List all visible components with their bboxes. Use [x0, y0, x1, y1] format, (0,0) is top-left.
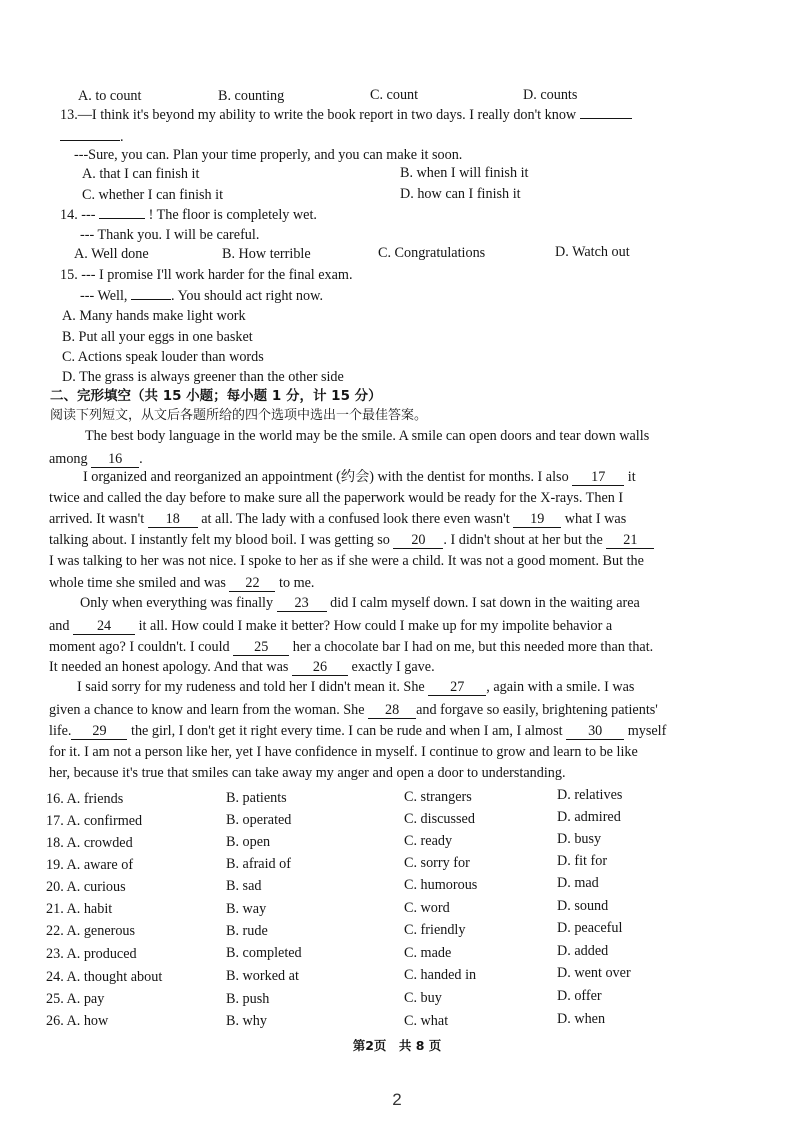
q15-blank — [131, 299, 171, 300]
passage-text: her a chocolate bar I had on me, but this needed more than that. — [292, 639, 654, 655]
passage-text: given a chance to know and learn from the woman. She — [49, 702, 365, 718]
page-footer: 第2页 共 8 页 — [352, 1038, 442, 1053]
choice-26-a: 26. A. how — [46, 1013, 109, 1029]
choice-25-a: 25. A. pay — [46, 991, 105, 1007]
passage-text: . — [139, 451, 143, 467]
choice-18-a: 18. A. crowded — [46, 835, 133, 851]
choice-17-b: B. operated — [226, 812, 292, 828]
passage-line — [83, 468, 763, 486]
q14-reply: --- Thank you. I will be careful. — [80, 227, 260, 243]
choice-18-c: C. ready — [404, 833, 453, 849]
cloze-blank-20: 20 — [393, 533, 443, 549]
choice-20-b: B. sad — [226, 878, 262, 894]
passage-text: , again with a smile. I was — [486, 679, 635, 695]
choice-24-d: D. went over — [557, 965, 631, 981]
choice-24-c: C. handed in — [404, 967, 477, 983]
passage-line — [49, 722, 729, 740]
choice-20-c: C. humorous — [404, 877, 478, 893]
q13-stem — [60, 106, 632, 124]
passage-text: whole time she smiled and was — [49, 575, 226, 591]
choice-25-b: B. push — [226, 991, 270, 1007]
passage-line — [49, 531, 729, 549]
section-title: 二、完形填空（共 15 小题；每小题 1 分，计 15 分） — [50, 388, 382, 404]
passage-text: it — [627, 469, 636, 485]
q13-end: . — [120, 129, 124, 145]
passage-text: exactly I gave. — [351, 659, 435, 675]
passage-line — [49, 617, 729, 635]
choice-19-c: C. sorry for — [404, 855, 470, 871]
q14-number: 14. --- — [60, 207, 96, 223]
passage-text: and — [49, 618, 70, 634]
passage-line — [49, 638, 729, 656]
passage-text: what I was — [564, 511, 627, 527]
q15-option-c: C. Actions speak louder than words — [62, 349, 264, 365]
section-instruction: 阅读下列短文，从文后各题所给的四个选项中选出一个最佳答案。 — [50, 408, 428, 423]
q13-option-c: C. whether I can finish it — [82, 187, 224, 203]
q15-reply-start: --- Well, — [80, 288, 128, 304]
choice-19-d: D. fit for — [557, 853, 608, 869]
passage-text: talking about. I instantly felt my blood boil. I was getting so — [49, 532, 390, 548]
choice-20-a: 20. A. curious — [46, 879, 126, 895]
passage-text: life. — [49, 723, 72, 739]
choice-17-c: C. discussed — [404, 811, 475, 827]
q15-reply — [80, 287, 323, 305]
q12-option-c: C. count — [370, 87, 419, 103]
passage-text: arrived. It wasn't — [49, 511, 145, 527]
q15-option-a: A. Many hands make light work — [62, 308, 246, 324]
passage-text: among — [49, 451, 88, 467]
choice-22-d: D. peaceful — [557, 920, 623, 936]
passage-text: did I calm myself down. I sat down in the waiting area — [330, 595, 640, 611]
cloze-blank-18: 18 — [148, 512, 198, 528]
cloze-blank-24: 24 — [73, 619, 135, 635]
choice-16-b: B. patients — [226, 790, 287, 806]
passage-line: her, because it's true that smiles can take away my anger and open a door to understanding. — [49, 765, 566, 781]
choice-23-c: C. made — [404, 945, 452, 961]
q13-option-d: D. how can I finish it — [400, 186, 521, 202]
passage-text: moment ago? I couldn't. I could — [49, 639, 230, 655]
passage-text: I organized and reorganized an appointment (约会) with the dentist for months. I also — [83, 469, 569, 485]
choice-20-d: D. mad — [557, 875, 599, 891]
choice-19-b: B. afraid of — [226, 856, 292, 872]
choice-22-b: B. rude — [226, 923, 268, 939]
passage-line: twice and called the day before to make sure all the paperwork would be ready for the X-rays. Then I — [49, 490, 624, 506]
choice-21-c: C. word — [404, 900, 450, 916]
choice-21-d: D. sound — [557, 898, 609, 914]
passage-text: . I didn't shout at her but the — [443, 532, 603, 548]
choice-23-b: B. completed — [226, 945, 302, 961]
passage-line — [49, 450, 729, 468]
passage-text: Only when everything was finally — [80, 595, 274, 611]
choice-26-c: C. what — [404, 1013, 449, 1029]
choice-22-c: C. friendly — [404, 922, 466, 938]
q14-option-c: C. Congratulations — [378, 245, 486, 261]
passage-text: it all. How could I make it better? How could I make up for my impolite behavior a — [138, 618, 613, 634]
passage-line — [49, 574, 729, 592]
cloze-blank-26: 26 — [292, 660, 348, 676]
cloze-blank-17: 17 — [572, 470, 624, 486]
cloze-blank-25: 25 — [233, 640, 289, 656]
q13-blank-continued — [60, 140, 120, 141]
choice-18-b: B. open — [226, 834, 271, 850]
passage-text: and forgave so easily, brightening patients' — [416, 702, 658, 718]
q14-stem — [60, 206, 317, 224]
passage-line: The best body language in the world may be the smile. A smile can open doors and tear down walls — [85, 428, 650, 444]
passage-line — [80, 594, 760, 612]
choice-24-a: 24. A. thought about — [46, 969, 163, 985]
passage-text: to me. — [279, 575, 315, 591]
choice-17-d: D. admired — [557, 809, 621, 825]
q13-option-a: A. that I can finish it — [82, 166, 200, 182]
cloze-blank-22: 22 — [229, 576, 275, 592]
q13-stem-text: 13.—I think it's beyond my ability to write the book report in two days. I really don't know — [60, 107, 577, 123]
page-number: 2 — [392, 1090, 402, 1109]
passage-text: It needed an honest apology. And that was — [49, 659, 289, 675]
choice-26-b: B. why — [226, 1013, 267, 1029]
choice-18-d: D. busy — [557, 831, 602, 847]
q13-reply: ---Sure, you can. Plan your time properly, and you can make it soon. — [74, 147, 463, 163]
choice-16-c: C. strangers — [404, 789, 472, 805]
q14-blank — [99, 218, 145, 219]
passage-text: I said sorry for my rudeness and told her I didn't mean it. She — [77, 679, 425, 695]
cloze-blank-19: 19 — [513, 512, 561, 528]
q13-option-b: B. when I will finish it — [400, 165, 529, 181]
choice-21-b: B. way — [226, 901, 267, 917]
choice-25-c: C. buy — [404, 990, 442, 1006]
cloze-blank-21: 21 — [606, 533, 654, 549]
cloze-blank-16: 16 — [91, 452, 139, 468]
choice-23-a: 23. A. produced — [46, 946, 137, 962]
passage-line — [49, 510, 729, 528]
passage-line: for it. I am not a person like her, yet I have confidence in myself. I continue to grow and learn to be like — [49, 744, 638, 760]
choice-21-a: 21. A. habit — [46, 901, 113, 917]
cloze-blank-29: 29 — [71, 724, 127, 740]
choice-17-a: 17. A. confirmed — [46, 813, 143, 829]
cloze-blank-27: 27 — [428, 680, 486, 696]
choice-16-d: D. relatives — [557, 787, 623, 803]
q13-blank — [580, 118, 632, 119]
q15-option-b: B. Put all your eggs in one basket — [62, 329, 253, 345]
cloze-blank-28: 28 — [368, 703, 416, 719]
passage-line — [77, 678, 757, 696]
choice-19-a: 19. A. aware of — [46, 857, 134, 873]
q14-option-d: D. Watch out — [555, 244, 630, 260]
choice-16-a: 16. A. friends — [46, 791, 124, 807]
q14-stem-text: ! The floor is completely wet. — [148, 207, 317, 223]
q12-option-b: B. counting — [218, 88, 285, 104]
passage-line — [49, 658, 729, 676]
choice-23-d: D. added — [557, 943, 609, 959]
passage-line: I was talking to her was not nice. I spoke to her as if she were a child. It was not a good moment. But the — [49, 553, 644, 569]
q13-stem-continued — [60, 128, 124, 146]
passage-text: myself — [627, 723, 667, 739]
q12-option-d: D. counts — [523, 87, 578, 103]
cloze-blank-30: 30 — [566, 724, 624, 740]
q15-reply-end: . You should act right now. — [171, 288, 323, 304]
choice-22-a: 22. A. generous — [46, 923, 136, 939]
choice-25-d: D. offer — [557, 988, 602, 1004]
choice-26-d: D. when — [557, 1011, 606, 1027]
passage-text: at all. The lady with a confused look there even wasn't — [201, 511, 510, 527]
cloze-blank-23: 23 — [277, 596, 327, 612]
choice-24-b: B. worked at — [226, 968, 299, 984]
q14-option-a: A. Well done — [74, 246, 149, 262]
q14-option-b: B. How terrible — [222, 246, 311, 262]
q12-option-a: A. to count — [78, 88, 142, 104]
q15-stem: 15. --- I promise I'll work harder for the final exam. — [60, 267, 353, 283]
passage-text: the girl, I don't get it right every time. I can be rude and when I am, I almost — [131, 723, 563, 739]
q15-option-d: D. The grass is always greener than the other side — [62, 369, 344, 385]
passage-line — [49, 701, 729, 719]
